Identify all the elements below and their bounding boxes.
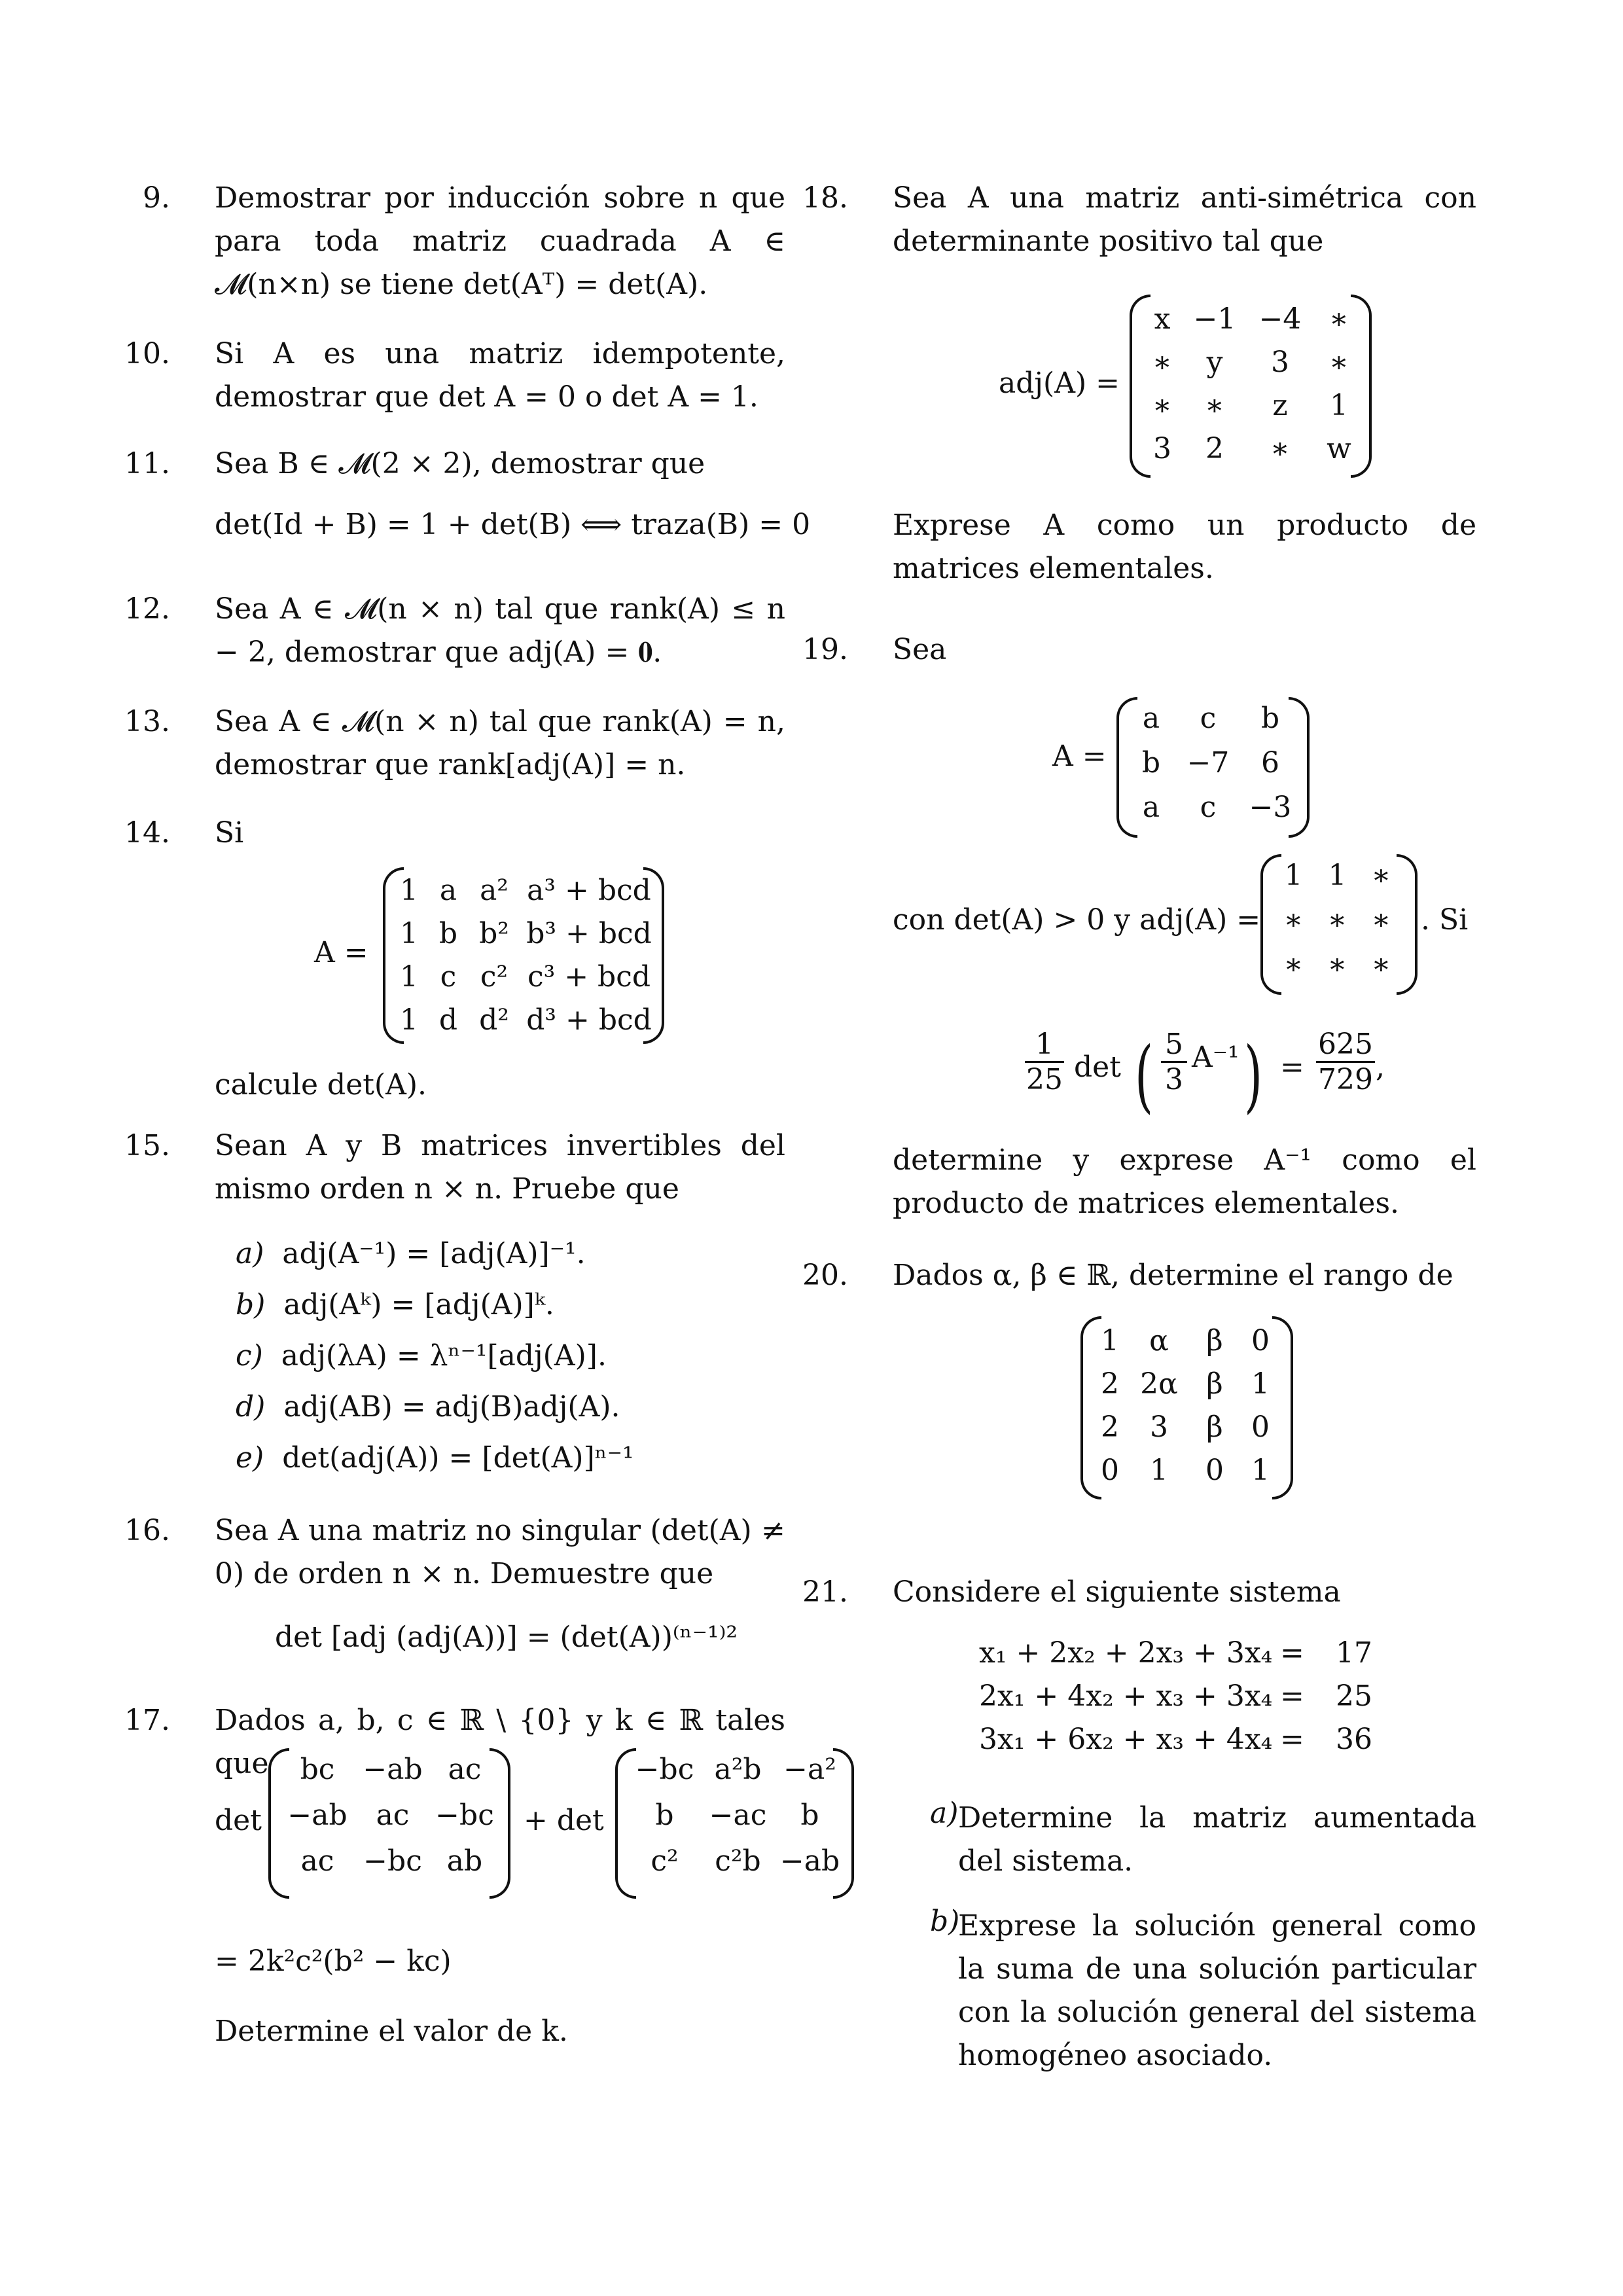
problem-text: Sea A ∈ 𝓜(n × n) tal que rank(A) = n, demostrar que rank[adj(A)] = n.: [215, 705, 785, 781]
sub-a-label: a): [930, 1797, 959, 1830]
problem-number: 13.: [124, 705, 170, 738]
adj-matrix-19: 1 1 ∗ ∗ ∗ ∗ ∗ ∗ ∗: [1260, 854, 1418, 995]
matrix-19: a c b b −7 6 a c −3: [1116, 697, 1310, 838]
fraction-625-729: $\frac{625}{729}$: [1316, 1028, 1375, 1096]
det-label: det: [215, 1804, 262, 1837]
sub-a: a) adj(A⁻¹) = [adj(A)]⁻¹.: [236, 1237, 586, 1270]
problem-text: Dados α, β ∈ ℝ, determine el rango de: [893, 1259, 1454, 1292]
matrix-18: x −1 −4 ∗ ∗ y 3 ∗ ∗ ∗ z 1 3 2 ∗ w: [1130, 295, 1372, 478]
equals: =: [1280, 1050, 1304, 1084]
problem-number: 12.: [124, 592, 170, 626]
sub-c: c) adj(λA) = λⁿ⁻¹[adj(A)].: [236, 1339, 607, 1372]
formula: det [adj (adj(A))] = (det(A))⁽ⁿ⁻¹⁾²: [275, 1621, 738, 1654]
matrix-17a: bc −ab ac −ab ac −bc ac −bc ab: [268, 1748, 510, 1899]
si-text: . Si: [1421, 903, 1469, 937]
sub-a-text: Determine la matriz aumentada del sistema.: [958, 1801, 1476, 1878]
problem-text: Si A es una matriz idempotente, demostrar que det A = 0 o det A = 1.: [215, 337, 785, 414]
matrix-lhs: A =: [314, 936, 368, 969]
problem-number: 17.: [124, 1704, 170, 1737]
sub-b: b) adj(Aᵏ) = [adj(A)]ᵏ.: [236, 1288, 554, 1321]
problem-number: 14.: [124, 816, 170, 850]
plus-det: + det: [524, 1804, 604, 1837]
sub-b-label: b): [930, 1905, 960, 1938]
det-label: det: [1074, 1050, 1121, 1084]
matrix-lhs: adj(A) =: [999, 367, 1120, 400]
problem-number: 9.: [143, 181, 170, 215]
matrix-lhs: A =: [1052, 740, 1107, 773]
problem-number: 20.: [802, 1259, 848, 1292]
matrix-17b: −bc a²b −a² b −ac b c² c²b −ab: [615, 1748, 854, 1899]
problem-text: Sea B ∈ 𝓜(2 × 2), demostrar que: [215, 447, 705, 480]
after-text: calcule det(A).: [215, 1068, 427, 1102]
after-text: Exprese A como un producto de matrices elementales.: [893, 509, 1476, 585]
open-paren: (: [1135, 1031, 1154, 1122]
problem-text: Si: [215, 816, 244, 850]
problem-number: 15.: [124, 1129, 170, 1162]
problem-number: 19.: [802, 633, 848, 666]
result: = 2k²c²(b² − kc): [215, 1945, 452, 1978]
comma: ,: [1376, 1050, 1385, 1084]
fraction-1-25: $\frac{1}{25}$: [1026, 1028, 1063, 1096]
problem-number: 18.: [802, 181, 848, 215]
problem-number: 10.: [124, 337, 170, 370]
after-text: Determine el valor de k.: [215, 2015, 568, 2048]
a-inverse: A⁻¹: [1192, 1041, 1240, 1074]
problem-text: Considere el siguiente sistema: [893, 1575, 1341, 1609]
problem-number: 11.: [124, 447, 170, 480]
close-paren: ): [1244, 1031, 1263, 1122]
matrix-14: 1 a a² a³ + bcd 1 b b² b³ + bcd 1 c c² c³ + bcd 1 d d² d³ + bcd: [383, 867, 664, 1044]
problem-number: 16.: [124, 1514, 170, 1547]
problem-number: 21.: [802, 1575, 848, 1609]
problem-text: Sea: [893, 633, 947, 666]
sub-e: e) det(adj(A)) = [det(A)]ⁿ⁻¹: [236, 1441, 634, 1475]
fraction-5-3: $\frac{5}{3}$: [1161, 1028, 1187, 1096]
problem-text: Sean A y B matrices invertibles del mismo orden n × n. Pruebe que: [215, 1129, 785, 1206]
problem-text: Sea A una matriz anti-simétrica con determinante positivo tal que: [893, 181, 1476, 258]
problem-text: Sea A una matriz no singular (det(A) ≠ 0) de orden n × n. Demuestre que: [215, 1514, 785, 1590]
matrix-20: 1 α β 0 2 2α β 1 2 3 β 0 0 1 0 1: [1080, 1316, 1293, 1499]
formula: det(Id + B) = 1 + det(B) ⟺ traza(B) = 0: [215, 508, 811, 541]
problem-text: Sea A ∈ 𝓜(n × n) tal que rank(A) ≤ n − 2, demostrar que adj(A) = 𝟎.: [215, 592, 785, 669]
after-text: determine y exprese A⁻¹ como el producto de matrices elementales.: [893, 1143, 1476, 1220]
sub-d: d) adj(AB) = adj(B)adj(A).: [236, 1390, 620, 1424]
condition: con det(A) > 0 y adj(A) =: [893, 903, 1261, 937]
problem-text: Demostrar por inducción sobre n que para toda matriz cuadrada A ∈ 𝓜(n×n) se tiene det(Aᵀ) = det(A).: [215, 181, 785, 301]
problem-text: Dados a, b, c ∈ ℝ \ {0} y k ∈ ℝ tales que: [215, 1704, 785, 1780]
sub-b-text: Exprese la solución general como la suma de una solución particular con la solución general del sistema homogéneo asociado.: [958, 1909, 1476, 2072]
